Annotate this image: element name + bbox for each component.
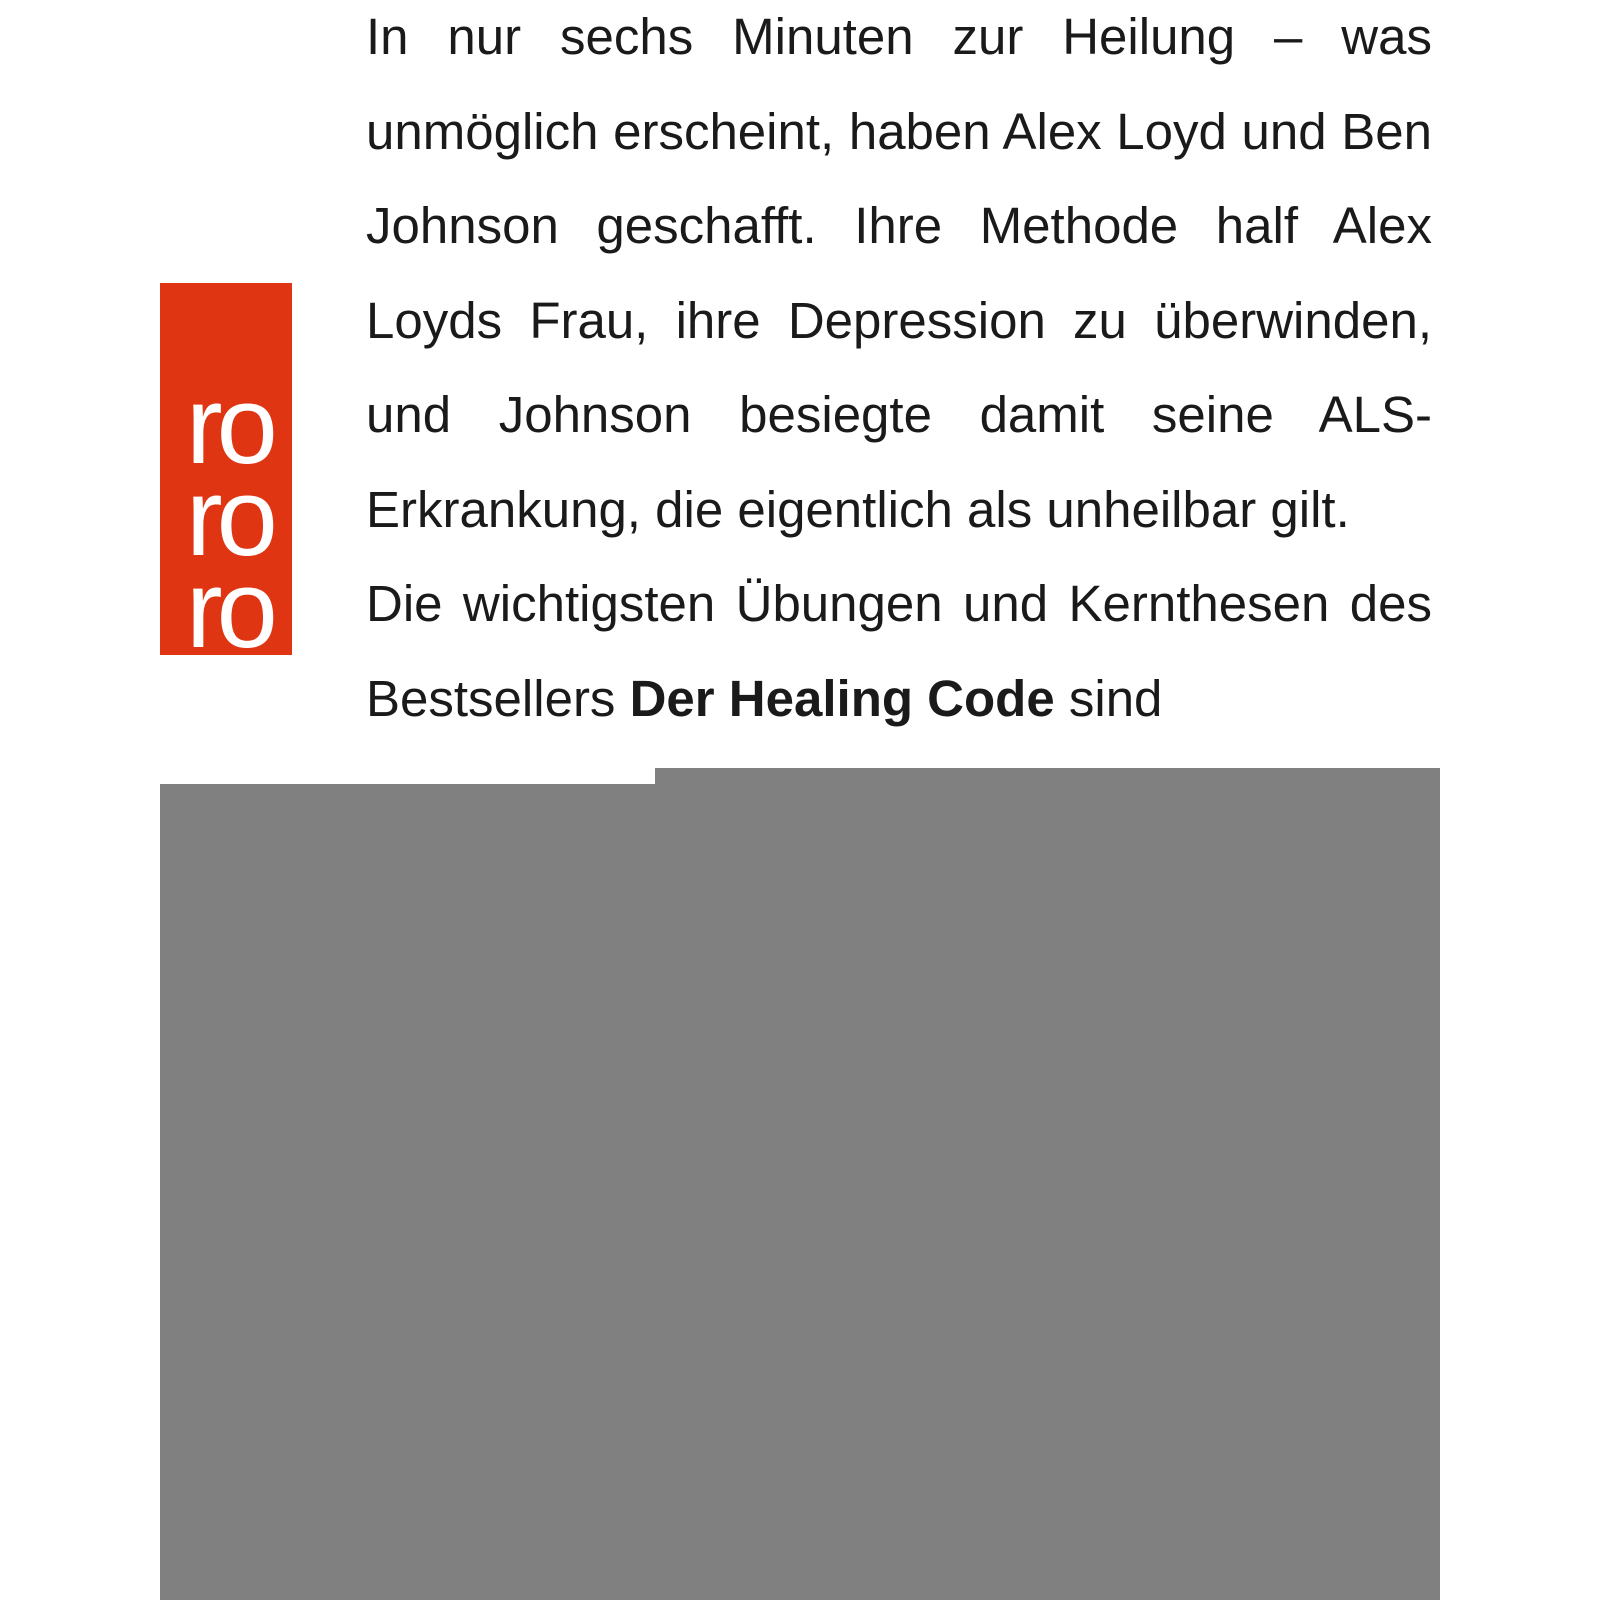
book-description bbox=[366, 0, 1432, 746]
gray-overlay bbox=[160, 784, 1440, 1600]
logo-text-line-2: ro bbox=[186, 456, 272, 579]
book-title-bold: Der Healing Code bbox=[629, 669, 1055, 727]
description-paragraph-1: In nur sechs Minuten zur Heilung – was unmöglich erscheint, haben Alex Loyd und Ben Johnson geschafft. Ihre Methode half Alex Loyds Frau, ihre Depression zu überwinden, und Johnson besiegte damit seine ALS-Erkrankung, die eigentlich als unheilbar gilt. bbox=[366, 8, 1432, 538]
paragraph-2-end: sind bbox=[1068, 669, 1163, 727]
rororo-logo bbox=[160, 283, 292, 655]
logo-text-line-1: ro bbox=[186, 364, 272, 487]
description-paragraph-2 bbox=[366, 557, 1432, 746]
logo-text-line-3: ro bbox=[186, 548, 272, 655]
paragraph-2-start: Die wichtigsten Übungen und Kernthesen des Bestsellers bbox=[366, 575, 1432, 727]
